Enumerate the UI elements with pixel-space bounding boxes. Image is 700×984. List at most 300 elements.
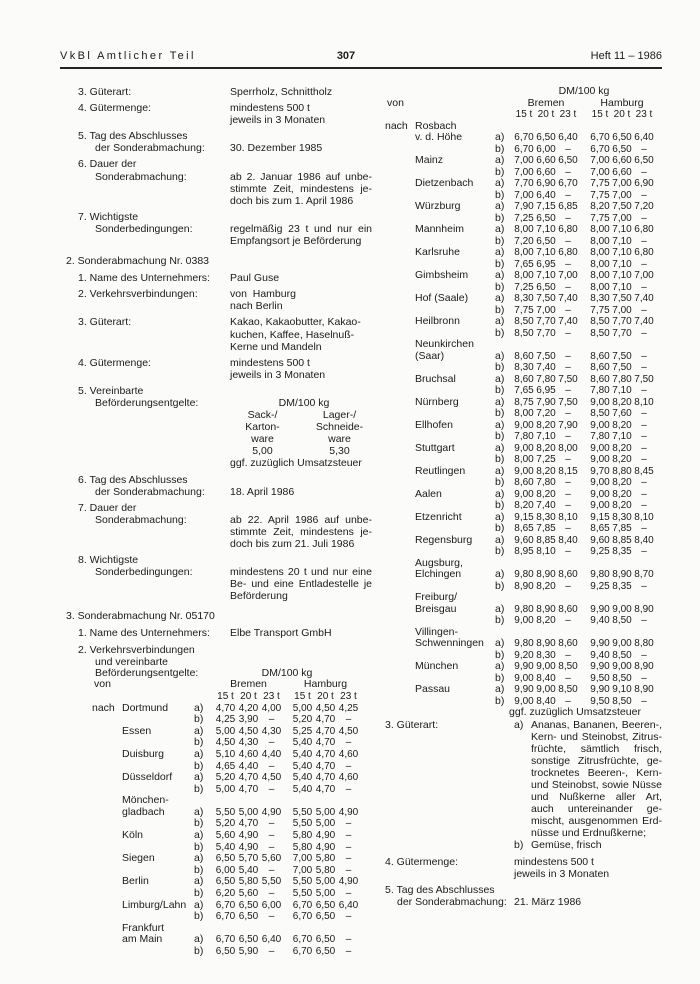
rate-value: 8,00	[514, 408, 534, 419]
rate-value: –	[345, 783, 352, 795]
rate-row	[385, 523, 662, 535]
nach-label	[92, 923, 122, 935]
destination-name: Dortmund	[122, 701, 169, 714]
rate-row	[92, 900, 372, 912]
kv-label	[60, 272, 230, 284]
nach-label	[385, 190, 415, 202]
kv-label	[385, 719, 514, 852]
rate-value: 5,20	[215, 818, 236, 830]
destination-name: Limburg/Lahn	[122, 898, 187, 911]
rate-row	[385, 270, 662, 282]
rate-value: 8,00	[590, 235, 610, 247]
rate-value: 8,20	[536, 615, 556, 626]
rate-value: –	[641, 488, 647, 500]
kv-item	[60, 158, 372, 206]
rate-value: 9,50	[590, 695, 610, 707]
rate-value: 4,65	[215, 760, 236, 772]
kv-item	[60, 554, 372, 602]
rate-value: –	[565, 649, 571, 661]
kv-value-line: jeweils in 3 Monaten	[230, 114, 326, 127]
rate-value: –	[565, 500, 571, 511]
nach-label	[385, 489, 415, 501]
destination-name: Hof (Saale)	[415, 292, 469, 304]
row-marker: b)	[194, 817, 204, 830]
kv-value-line: Kakao, Kakaobutter, Kakao-	[230, 316, 361, 329]
nach-label	[385, 144, 415, 156]
destination-name	[415, 523, 495, 535]
table-note-row	[385, 707, 662, 719]
rate-row	[385, 293, 662, 305]
rate-value: 5,00	[315, 818, 336, 830]
rate-value: 9,80	[514, 603, 534, 615]
rate-value: –	[641, 546, 647, 557]
rate-row	[92, 726, 372, 738]
rate-value: –	[565, 143, 571, 155]
list-item	[514, 719, 662, 840]
destination-name: Heilbronn	[415, 315, 460, 327]
kv-label-line: Sonderbedingungen:	[95, 566, 193, 579]
kv-label-line: 7. Dauer der	[78, 501, 137, 514]
nach-label	[92, 830, 122, 842]
table-unit-row	[385, 86, 662, 98]
rate-value: 8,80	[612, 465, 632, 477]
rate-value: 6,50	[315, 899, 336, 911]
rate-value: 8,50	[514, 316, 534, 327]
rate-value: 6,50	[315, 934, 336, 946]
rate-price: 5,30	[329, 445, 350, 458]
nach-label	[92, 865, 122, 877]
nach-label	[385, 420, 415, 432]
rate-value: 7,00	[590, 155, 610, 166]
nach-label	[385, 650, 415, 662]
list-line: Kern- und Steinobst, Zitrus-	[531, 730, 662, 743]
nach-label	[385, 661, 415, 673]
rate-value: 6,00	[215, 864, 236, 876]
rate-value: 5,40	[292, 783, 313, 795]
rate-value: –	[268, 714, 275, 726]
rate-value: 7,70	[612, 316, 632, 327]
row-marker: a)	[495, 349, 505, 362]
rate-value: 8,50	[612, 672, 632, 684]
nach-label	[385, 592, 415, 604]
destination-name: Karlsruhe	[415, 246, 460, 258]
row-marker: b)	[495, 165, 505, 178]
rate-value: 8,30	[514, 293, 534, 304]
rate-value: 7,00	[612, 212, 632, 224]
rate-value: 6,00	[261, 899, 282, 911]
nach-label	[92, 807, 122, 819]
rate-value: 6,70	[292, 934, 313, 946]
weight-header: 15 t	[294, 690, 311, 702]
rate-value: 7,65	[514, 258, 534, 270]
row-marker: a)	[194, 701, 204, 714]
kv-value	[230, 627, 372, 639]
row-marker: b)	[194, 840, 204, 853]
row-marker: a)	[194, 724, 204, 737]
row-marker: b)	[495, 648, 505, 661]
rate-value: 7,50	[634, 373, 654, 385]
rate-value: 8,65	[590, 523, 610, 534]
kv-value-line	[230, 130, 372, 142]
kv-value	[230, 86, 372, 98]
rate-value: 6,20	[215, 888, 236, 900]
rate-value: 8,35	[612, 580, 632, 592]
destination-name: Köln	[122, 829, 144, 842]
rate-value: 8,20	[514, 500, 534, 511]
rate-value: –	[565, 695, 571, 707]
rate-value: 7,50	[612, 350, 632, 362]
rate-value: 7,75	[590, 178, 610, 189]
destination-name: Berlin	[122, 875, 149, 888]
row-marker: b)	[194, 782, 204, 795]
rate-value: 7,90	[514, 201, 534, 212]
rate-value: 5,80	[292, 830, 313, 842]
rate-value: 8,00	[590, 224, 610, 235]
rate-row	[385, 546, 662, 558]
row-marker: b)	[495, 384, 505, 396]
kv-value-line: 30. Dezember 1985	[230, 142, 323, 155]
nach-label	[385, 397, 415, 409]
rate-value: 6,50	[536, 281, 556, 293]
journal-title: VkBl Amtlicher Teil	[60, 50, 196, 62]
row-marker: a)	[194, 747, 204, 760]
weight-header: 20 t	[613, 109, 631, 120]
destination-name: Reutlingen	[415, 464, 466, 477]
rate-value: –	[641, 477, 647, 488]
kv-label	[60, 288, 230, 312]
nach-label	[385, 512, 415, 524]
rate-value: 8,20	[612, 396, 632, 408]
nach-label	[385, 282, 415, 294]
rate-row	[385, 431, 662, 443]
vat-note: ggf. zuzüglich Umsatzsteuer	[230, 457, 362, 470]
rate-value: 8,50	[590, 408, 610, 419]
rate-value: 5,40	[292, 737, 313, 749]
destination-name: Mönchen-	[122, 794, 169, 807]
rate-value: 8,60	[590, 362, 610, 373]
rate-value: –	[641, 408, 647, 419]
rate-value: 5,50	[292, 806, 313, 818]
rate-value: –	[641, 695, 647, 707]
rate-value: 7,20	[536, 408, 556, 419]
kv-label	[60, 102, 230, 126]
row-marker: b)	[495, 694, 505, 707]
rate-value: 7,85	[536, 523, 556, 534]
kv-item	[60, 474, 372, 498]
rate-value: 7,15	[536, 201, 556, 212]
kv-item	[60, 102, 372, 126]
rate-value: 4,60	[338, 772, 359, 784]
row-marker: b)	[495, 361, 505, 373]
rate-value: 6,70	[215, 899, 236, 911]
rate-value: –	[565, 362, 571, 373]
list-line: auch untereinander ge-	[531, 803, 662, 816]
rate-row	[385, 362, 662, 374]
kv-label-line: Sonderabmachung:	[95, 513, 187, 526]
rate-value: 9,00	[590, 419, 610, 431]
rate-value: 8,15	[558, 465, 578, 477]
rate-value: 4,90	[338, 876, 359, 888]
rate-row	[385, 569, 662, 581]
kv-label-line: 3. Güterart:	[78, 86, 132, 98]
rate-value: –	[565, 385, 571, 396]
kv-value	[514, 884, 662, 908]
rate-value: 9,80	[514, 638, 534, 649]
rate-value: 8,90	[536, 569, 556, 580]
rate-value: 6,50	[238, 934, 259, 946]
nach-label	[385, 546, 415, 558]
weight-header: 20 t	[240, 690, 257, 702]
rate-value: 7,50	[612, 362, 632, 373]
destination-name: Neunkirchen	[415, 338, 474, 350]
rate-value: 4,50	[338, 725, 359, 737]
rate-row	[385, 408, 662, 420]
rate-value: 5,60	[238, 888, 259, 900]
row-marker: b)	[194, 910, 204, 923]
destination-name: Elchingen	[415, 568, 462, 580]
rate-row	[385, 592, 662, 604]
nach-label	[385, 385, 415, 397]
row-marker: a)	[495, 315, 505, 327]
kv-value-line: stimmte Zeit, mindestens je-	[230, 182, 372, 195]
rate-row	[385, 420, 662, 432]
destination-name: Villingen-	[415, 625, 458, 638]
kv-label	[60, 502, 230, 550]
kv-value-line: nach Berlin	[230, 300, 283, 313]
rate-value: 6,80	[634, 224, 654, 235]
rate-value: 8,60	[514, 373, 534, 385]
rate-value: 7,10	[612, 235, 632, 247]
rate-value: 6,90	[536, 178, 556, 189]
row-marker: b)	[495, 671, 505, 684]
row-marker: b)	[495, 522, 505, 534]
rate-row	[385, 489, 662, 501]
rate-value: 4,70	[215, 702, 236, 714]
kv-value-line: mindestens 500 t	[230, 102, 310, 115]
kv-label	[385, 884, 514, 908]
row-marker: a)	[495, 533, 505, 546]
rate-row	[385, 178, 662, 190]
rate-value: 7,50	[612, 293, 632, 304]
kv-value-line: mindestens 500 t	[514, 855, 594, 868]
kv-value	[230, 502, 372, 550]
rate-value: –	[641, 235, 647, 247]
nach-label	[385, 224, 415, 236]
rate-value: 5,50	[292, 888, 313, 900]
destination-name: Passau	[415, 683, 451, 695]
kv-value-line: jeweils in 3 Monaten	[230, 368, 326, 381]
rate-value: 4,70	[238, 772, 259, 784]
rate-value: 7,80	[514, 431, 534, 442]
destination-name: Essen	[122, 724, 152, 737]
rate-value: 8,60	[558, 569, 578, 580]
rate-value: 5,50	[292, 876, 313, 888]
rate-value: 9,00	[536, 684, 556, 695]
destination-name: Freiburg/	[415, 591, 458, 603]
header-rule	[60, 67, 662, 69]
nach-label	[385, 374, 415, 386]
rate-value: –	[565, 488, 571, 500]
rate-row	[92, 714, 372, 726]
rate-value: 5,00	[215, 725, 236, 737]
rate-value: 8,30	[536, 649, 556, 661]
rate-row	[385, 397, 662, 409]
rate-value: 9,25	[590, 546, 610, 557]
rate-value: 8,30	[612, 511, 632, 523]
rate-value: 8,10	[634, 396, 654, 408]
rate-row	[385, 247, 662, 259]
nach-label	[385, 627, 415, 639]
destination-name: Rosbach	[415, 119, 457, 132]
row-marker: b)	[495, 326, 505, 339]
destination-name: Nürnberg	[415, 395, 459, 408]
rate-value: 8,90	[536, 603, 556, 615]
nach-label	[385, 673, 415, 685]
list-line: nüsse und Erdnußkerne;	[531, 827, 646, 840]
rate-value: 4,70	[315, 725, 336, 737]
rate-value: –	[565, 281, 571, 293]
kv-value	[230, 130, 372, 154]
destination-name: Dietzenbach	[415, 177, 474, 189]
rate-value: 6,70	[215, 934, 236, 946]
rate-value: 4,40	[238, 760, 259, 772]
rate-value: 9,00	[590, 454, 610, 465]
kv-value	[514, 856, 662, 880]
rate-value: –	[641, 649, 647, 661]
rate-value: –	[565, 327, 571, 339]
rate-value: 6,50	[612, 132, 632, 143]
rate-value: 8,90	[612, 569, 632, 580]
destination-name: Schwenningen	[415, 637, 484, 649]
rate-value: 5,00	[315, 806, 336, 818]
rate-value: –	[268, 760, 275, 772]
rate-row	[385, 466, 662, 478]
rate-value: –	[345, 714, 352, 726]
rate-value: 4,50	[238, 725, 259, 737]
rate-value: 5,70	[238, 853, 259, 865]
rate-value: 4,70	[315, 737, 336, 749]
rate-value: 5,20	[215, 772, 236, 784]
rate-value: –	[268, 864, 275, 876]
rate-value: 7,10	[536, 247, 556, 258]
rate-value: 8,90	[634, 661, 654, 672]
rate-row	[92, 946, 372, 958]
rate-value: 6,40	[558, 132, 578, 143]
nach-label	[385, 328, 415, 340]
nach-label	[92, 946, 122, 958]
rate-value: –	[565, 477, 571, 488]
rate-value: 5,40	[292, 772, 313, 784]
kv-value-line	[230, 211, 372, 223]
rate-value: 8,20	[612, 442, 632, 454]
rate-value: 7,20	[634, 201, 654, 212]
rate-value: 4,50	[315, 702, 336, 714]
kv-label-line: 5. Vereinbarte	[78, 384, 144, 397]
rate-columns	[230, 409, 372, 457]
kv-label-line: 3. Güterart:	[78, 316, 132, 329]
rate-value: 7,25	[536, 454, 556, 465]
destination-name: Duisburg	[122, 747, 165, 760]
rate-value: 9,90	[590, 684, 610, 695]
rate-row	[385, 374, 662, 386]
kv-value-line: stimmte Zeit, mindestens je-	[230, 525, 372, 538]
destination-name: Siegen	[122, 852, 155, 865]
rate-row	[385, 661, 662, 673]
content-columns	[60, 86, 662, 958]
nach-label	[385, 696, 415, 708]
rate-value: 7,80	[536, 477, 556, 488]
rate-row	[385, 638, 662, 650]
rate-value: 9,00	[514, 442, 534, 454]
rate-row	[385, 385, 662, 397]
nach-label	[385, 684, 415, 696]
rate-value: 8,75	[514, 396, 534, 408]
rate-value: 9,15	[514, 511, 534, 523]
kv-value-line: Be- und eine Entladestelle je	[230, 578, 372, 591]
rate-value: 8,85	[536, 534, 556, 546]
rate-value: –	[345, 830, 352, 842]
list-line: sonstige Zitrusfrüchte, ge-	[531, 754, 662, 767]
row-marker: a)	[495, 510, 505, 523]
nach-label	[385, 477, 415, 489]
rate-value: 8,60	[590, 350, 610, 362]
rate-value: 7,90	[536, 396, 556, 408]
weight-header: 15 t	[515, 109, 533, 120]
row-marker: b)	[495, 142, 505, 155]
rate-value: –	[345, 934, 352, 946]
nach-label: nach	[385, 119, 408, 132]
rate-row	[385, 316, 662, 328]
rate-row	[385, 132, 662, 144]
spacer	[230, 385, 372, 397]
weight-header: 15 t	[591, 109, 609, 120]
kv-value	[230, 211, 372, 247]
row-marker: a)	[194, 852, 204, 865]
rate-value: –	[345, 818, 352, 830]
destination-name: gladbach	[122, 805, 165, 818]
rate-row	[92, 853, 372, 865]
row-marker: b)	[495, 430, 505, 442]
rate-value: 9,90	[514, 684, 534, 695]
rate-value: 7,00	[634, 270, 654, 281]
row-marker: b)	[495, 303, 505, 316]
nach-label	[385, 431, 415, 443]
rate-value: –	[641, 327, 647, 339]
nach-label	[385, 167, 415, 179]
rate-value: 8,40	[558, 534, 578, 546]
kv-item	[385, 856, 662, 880]
rate-value: 7,40	[634, 293, 654, 304]
kv-value	[230, 385, 372, 470]
row-marker: b)	[194, 945, 204, 957]
kv-item	[60, 316, 372, 352]
nach-label	[385, 132, 415, 144]
rate-value: 4,50	[215, 737, 236, 749]
rate-value: 7,40	[536, 362, 556, 373]
rate-value: 7,80	[590, 385, 610, 396]
rate-value: 5,80	[315, 864, 336, 876]
rate-value: 7,10	[536, 224, 556, 235]
rate-value: 6,50	[238, 911, 259, 923]
list-line: Gemüse, frisch	[531, 839, 602, 852]
rate-value: 4,70	[315, 760, 336, 772]
kv-label-line: 5. Tag des Abschlusses	[385, 883, 495, 896]
nach-label	[385, 443, 415, 455]
nach-label	[92, 911, 122, 923]
rate-value: 8,50	[558, 684, 578, 695]
rate-value: 6,70	[215, 911, 236, 923]
group-header: Bremen	[527, 96, 565, 109]
